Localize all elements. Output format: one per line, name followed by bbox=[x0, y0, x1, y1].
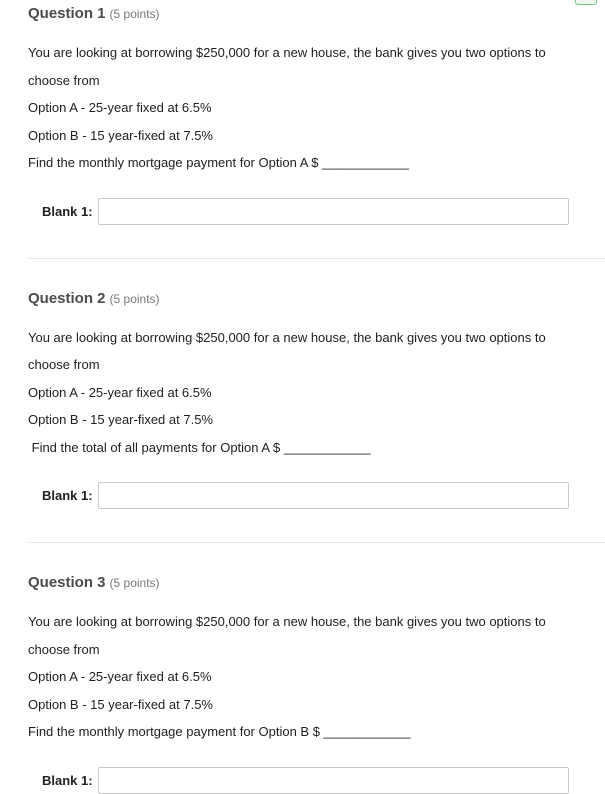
save-status-icon bbox=[575, 0, 597, 5]
question-text-line: You are looking at borrowing $250,000 for a new house, the bank gives you two options to choose from bbox=[28, 329, 550, 372]
option-a-line: Option A - 25-year fixed at 6.5% bbox=[28, 384, 212, 400]
blank-1-row bbox=[42, 482, 577, 509]
question-1-title bbox=[28, 5, 577, 23]
question-prompt-line: Find the total of all payments for Option A $ ____________ bbox=[28, 439, 371, 455]
question-title-text: Question 3 bbox=[28, 574, 106, 591]
question-prompt-line: Find the monthly mortgage payment for Option A $ ____________ bbox=[28, 155, 409, 170]
option-b-line: Option B - 15 year-fixed at 7.5% bbox=[28, 412, 213, 427]
blank-1-label: Blank 1: bbox=[42, 488, 93, 503]
question-3-title bbox=[28, 574, 577, 592]
blank-1-input[interactable] bbox=[98, 198, 569, 225]
question-points: (5 points) bbox=[109, 7, 160, 21]
question-3-section bbox=[0, 543, 605, 794]
question-title-text: Question 2 bbox=[28, 289, 106, 307]
question-2-title bbox=[28, 290, 577, 308]
option-a-line: Option A - 25-year fixed at 6.5% bbox=[28, 669, 212, 684]
question-prompt-line: Find the monthly mortgage payment for Option B $ ____________ bbox=[28, 724, 411, 739]
question-text-line: You are looking at borrowing $250,000 for a new house, the bank gives you two options to choose from bbox=[28, 45, 550, 88]
blank-1-row bbox=[42, 767, 577, 794]
option-b-line: Option B - 15 year-fixed at 7.5% bbox=[28, 696, 213, 712]
option-a-line: Option A - 25-year fixed at 6.5% bbox=[28, 100, 212, 115]
question-title-text: Question 1 bbox=[28, 5, 106, 22]
question-2-section bbox=[0, 259, 605, 510]
option-b-line: Option B - 15 year-fixed at 7.5% bbox=[28, 127, 213, 143]
question-text-line: You are looking at borrowing $250,000 for a new house, the bank gives you two options to choose from bbox=[28, 614, 550, 657]
blank-1-input[interactable] bbox=[98, 482, 569, 509]
blank-1-label: Blank 1: bbox=[42, 772, 93, 788]
question-1-section bbox=[0, 0, 605, 225]
question-points: (5 points) bbox=[109, 576, 160, 590]
question-points: (5 points) bbox=[109, 291, 160, 306]
blank-1-input[interactable] bbox=[98, 767, 569, 794]
blank-1-label: Blank 1: bbox=[42, 203, 93, 219]
blank-1-row bbox=[42, 198, 577, 225]
